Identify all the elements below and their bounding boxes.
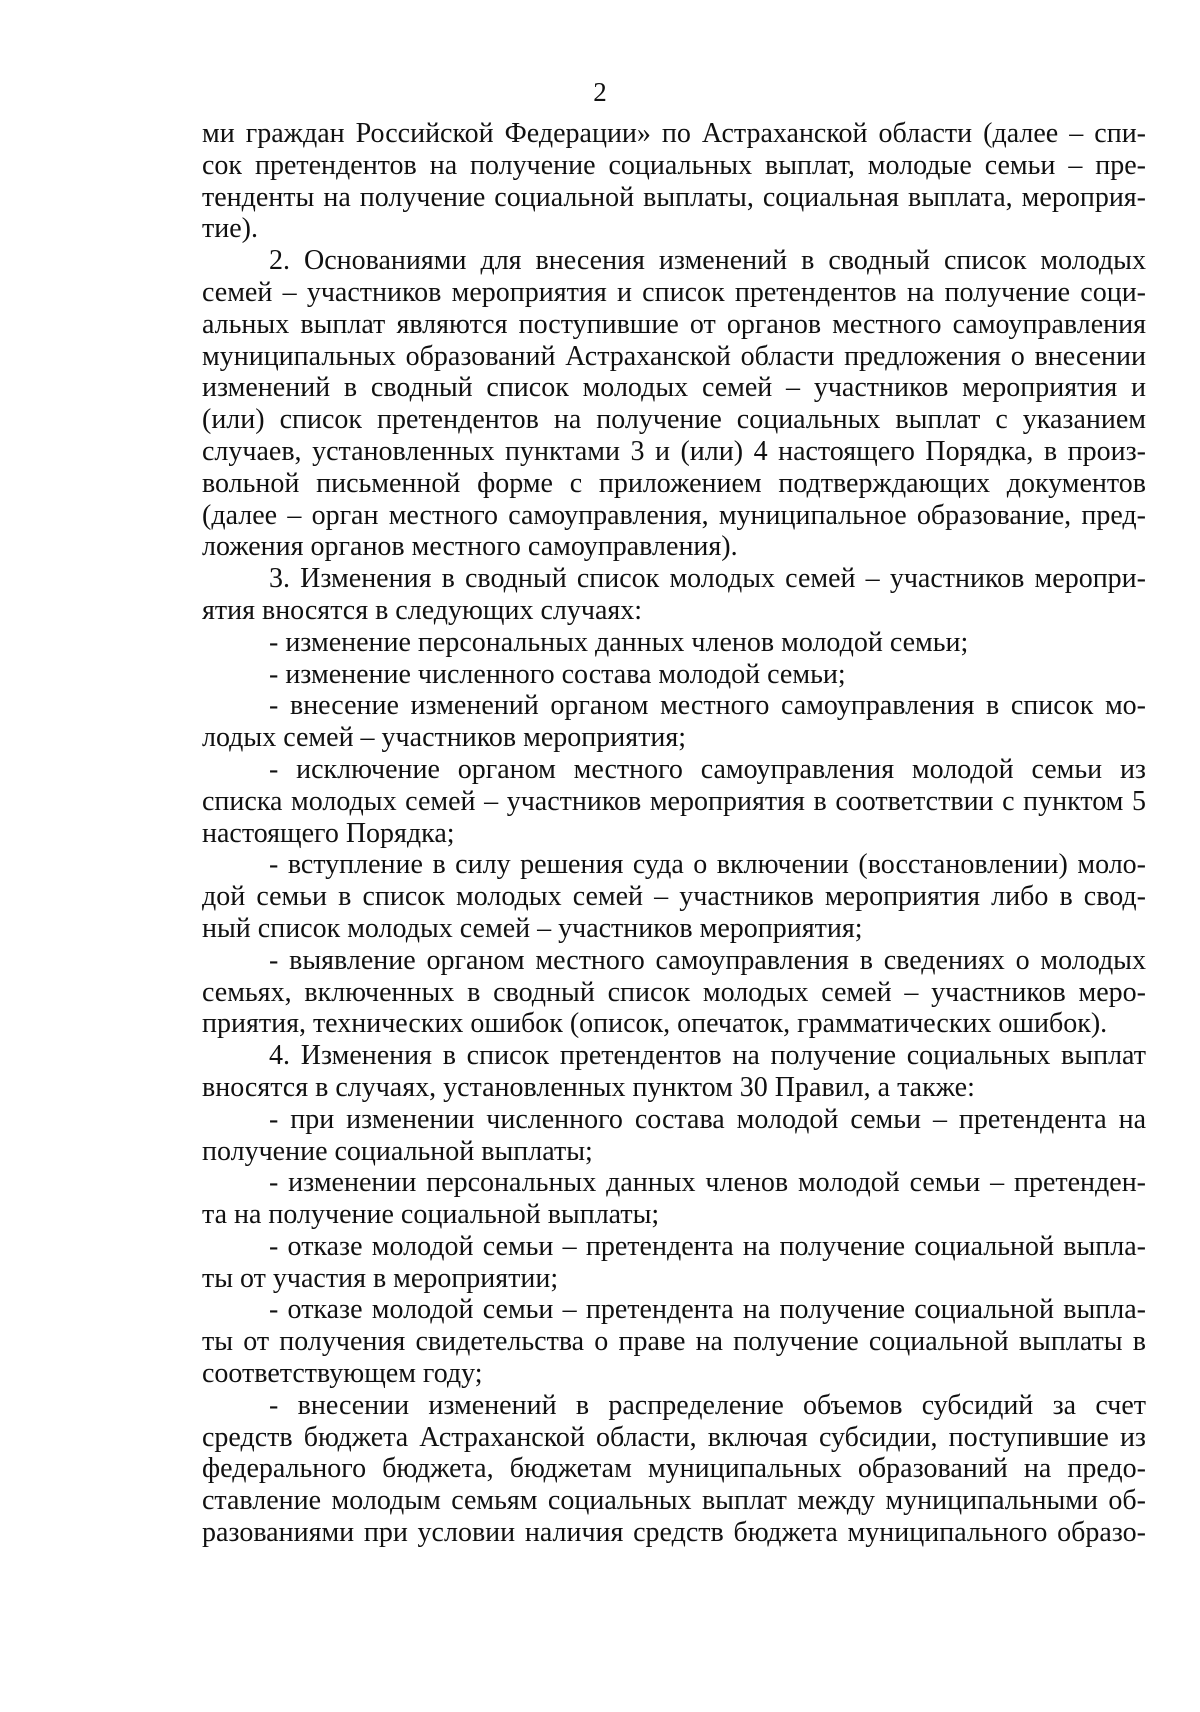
text-line: 4. Изменения в список претендентов на получение социальных выплат <box>269 1040 1146 1072</box>
text-line: тие). <box>202 213 258 245</box>
text-line: лодых семей – участников мероприятия; <box>202 722 686 754</box>
text-line: муниципальных образований Астраханской области предложения о внесении <box>202 340 1146 372</box>
text-line: - изменение персональных данных членов молодой семьи; <box>269 626 969 658</box>
text-line: - отказе молодой семьи – претендента на получение социальной выпла- <box>269 1230 1146 1262</box>
text-line: семей – участников мероприятия и список претендентов на получение соци- <box>202 276 1146 308</box>
text-line: ми граждан Российской Федерации» по Астраханской области (далее – спи- <box>202 118 1146 149</box>
text-line: вносятся в случаях, установленных пунктом 30 Правил, а также: <box>202 1071 975 1103</box>
text-line: тенденты на получение социальной выплаты, социальная выплата, мероприя- <box>202 181 1146 213</box>
text-line: настоящего Порядка; <box>202 817 455 849</box>
document-body <box>202 118 1146 1549</box>
text-line: ты от получения свидетельства о праве на получение социальной выплаты в <box>202 1326 1146 1358</box>
page-number: 2 <box>593 77 607 107</box>
text-line: разованиями при условии наличия средств бюджета муниципального образо- <box>202 1517 1146 1549</box>
text-line: - вступление в силу решения суда о включении (восстановлении) моло- <box>269 849 1146 881</box>
text-line: федерального бюджета, бюджетам муниципальных образований на предо- <box>202 1453 1146 1485</box>
text-line: средств бюджета Астраханской области, включая субсидии, поступившие из <box>202 1421 1146 1453</box>
text-line: соответствующем году; <box>202 1358 483 1390</box>
text-line: альных выплат являются поступившие от органов местного самоуправления <box>202 308 1146 340</box>
text-line: семьях, включенных в сводный список молодых семей – участников меро- <box>202 976 1146 1008</box>
text-line: приятия, технических ошибок (описок, опечаток, грамматических ошибок). <box>202 1008 1108 1040</box>
text-line: сок претендентов на получение социальных выплат, молодые семьи – пре- <box>202 149 1146 181</box>
text-line: случаев, установленных пунктами 3 и (или) 4 настоящего Порядка, в произ- <box>202 435 1146 467</box>
text-line: ты от участия в мероприятии; <box>202 1262 559 1294</box>
text-line: дой семьи в список молодых семей – участников мероприятия либо в свод- <box>202 881 1146 913</box>
text-line: списка молодых семей – участников мероприятия в соответствии с пунктом 5 <box>202 785 1146 817</box>
text-line: - изменении персональных данных членов молодой семьи – претенден- <box>269 1167 1146 1199</box>
text-line: ложения органов местного самоуправления). <box>202 531 738 563</box>
text-line: ный список молодых семей – участников мероприятия; <box>202 912 863 944</box>
text-line: - внесении изменений в распределение объемов субсидий за счет <box>269 1389 1146 1421</box>
text-line: та на получение социальной выплаты; <box>202 1199 660 1231</box>
text-line: вольной письменной форме с приложением подтверждающих документов <box>202 467 1146 499</box>
text-line: изменений в сводный список молодых семей – участников мероприятия и <box>202 372 1146 404</box>
text-line: (или) список претендентов на получение социальных выплат с указанием <box>202 404 1146 436</box>
text-line: 2. Основаниями для внесения изменений в сводный список молодых <box>269 245 1146 277</box>
text-line: ятия вносятся в следующих случаях: <box>202 594 643 626</box>
text-line: - отказе молодой семьи – претендента на получение социальной выпла- <box>269 1294 1146 1326</box>
text-line: получение социальной выплаты; <box>202 1135 593 1167</box>
text-line: 3. Изменения в сводный список молодых семей – участников меропри- <box>269 563 1146 595</box>
text-line: - изменение численного состава молодой семьи; <box>269 658 846 690</box>
text-line: - при изменении численного состава молодой семьи – претендента на <box>269 1103 1146 1135</box>
text-line: (далее – орган местного самоуправления, муниципальное образование, пред- <box>202 499 1146 531</box>
text-line: - внесение изменений органом местного самоуправления в список мо- <box>269 690 1146 722</box>
text-line: - исключение органом местного самоуправления молодой семьи из <box>269 753 1146 785</box>
text-line: ставление молодым семьям социальных выплат между муниципальными об- <box>202 1485 1146 1517</box>
text-line: - выявление органом местного самоуправления в сведениях о молодых <box>269 944 1146 976</box>
